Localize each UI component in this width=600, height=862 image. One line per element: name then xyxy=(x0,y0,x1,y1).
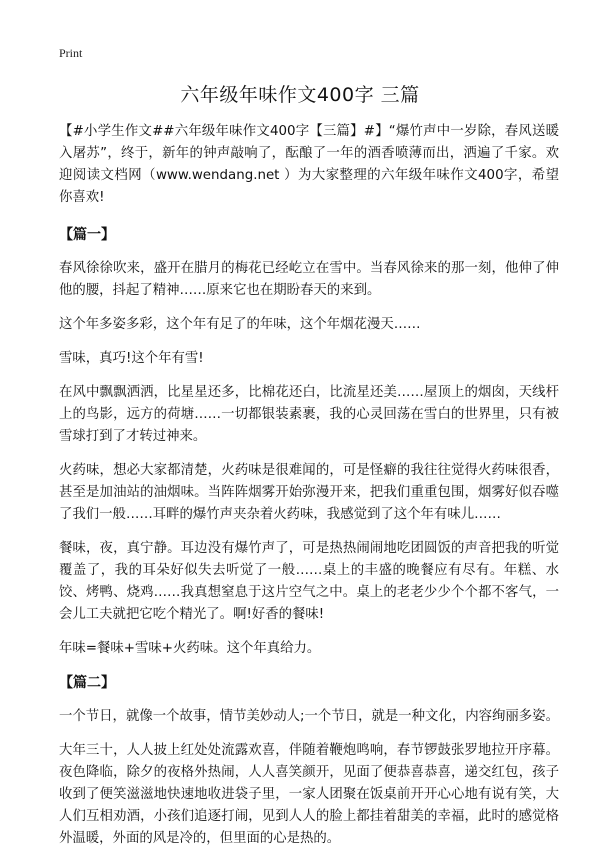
print-label: Print xyxy=(59,46,83,60)
section-1-paragraph: 雪味，真巧!这个年有雪! xyxy=(59,351,204,366)
section-1-paragraph: 在风中飘飘洒洒，比星星还多，比棉花还白，比流星还美……屋顶上的烟囱，天线杆上的鸟影，远方的荷塘……一切都银装素裹，我的心灵回荡在雪白的世界里，只有被雪球打到了才转过神来。 xyxy=(59,385,559,444)
section-1-paragraph: 这个年多姿多彩，这个年有足了的年味，这个年烟花漫天…… xyxy=(59,317,421,332)
section-1-paragraph: 春风徐徐吹来，盛开在腊月的梅花已经屹立在雪中。当春风徐来的那一刻，他伸了伸他的腰，抖起了精神……原来它也在期盼春天的来到。 xyxy=(59,261,559,298)
document-body xyxy=(59,121,559,862)
section-1-paragraph: 餐味，夜，真宁静。耳边没有爆竹声了，可是热热闹闹地吃团圆饭的声音把我的听觉覆盖了，我的耳朵好似失去听觉了一般……桌上的丰盛的晚餐应有尽有。年糕、水饺、烤鸭、烧鸡……我真想窒息于这片空气之中。桌上的老老少少个个都不客气，一会儿工夫就把它吃个精光了。啊!好香的餐味! xyxy=(59,541,559,622)
section-1-heading: 【篇一】 xyxy=(59,227,115,243)
section-2-paragraph: 大年三十，人人披上红处处流露欢喜，伴随着鞭炮鸣响，春节锣鼓张罗地拉开序幕。夜色降临，除夕的夜格外热闹，人人喜笑颜开，见面了便恭喜恭喜，递交红包，孩子收到了便笑滋滋地快速地收进袋子里，一家人团聚在饭桌前开开心心地有说有笑，大人们互相劝酒，小孩们追逐打闹，见到人人的脸上都挂着甜美的幸福，此时的感觉格外温暖，外面的风是冷的，但里面的心是热的。 xyxy=(59,743,559,846)
section-1-paragraph: 年味=餐味+雪味+火药味。这个年真给力。 xyxy=(59,641,321,656)
intro-paragraph: 【#小学生作文##六年级年味作文400字【三篇】#】“爆竹声中一岁除，春风送暖入屠苏”，终于，新年的钟声敲响了，酝酿了一年的酒香喷薄而出，洒遍了千家。欢迎阅读文档网（www.wendang.net ）为大家整理的六年级年味作文400字，希望你喜欢! xyxy=(59,124,559,205)
section-2-paragraph: 一个节日，就像一个故事，情节美妙动人;一个节日，就是一种文化，内容绚丽多姿。 xyxy=(59,709,559,724)
section-2-heading: 【篇二】 xyxy=(59,675,115,691)
section-1-paragraph: 火药味，想必大家都清楚，火药味是很难闻的，可是怪癖的我往往觉得火药味很香，甚至是加油站的油烟味。当阵阵烟雾开始弥漫开来，把我们重重包围，烟雾好似吞噬了我们一般……耳畔的爆竹声夹杂着火药味，我感觉到了这个年有味儿…… xyxy=(59,463,559,522)
document-title: 六年级年味作文400字 三篇 xyxy=(180,84,420,106)
